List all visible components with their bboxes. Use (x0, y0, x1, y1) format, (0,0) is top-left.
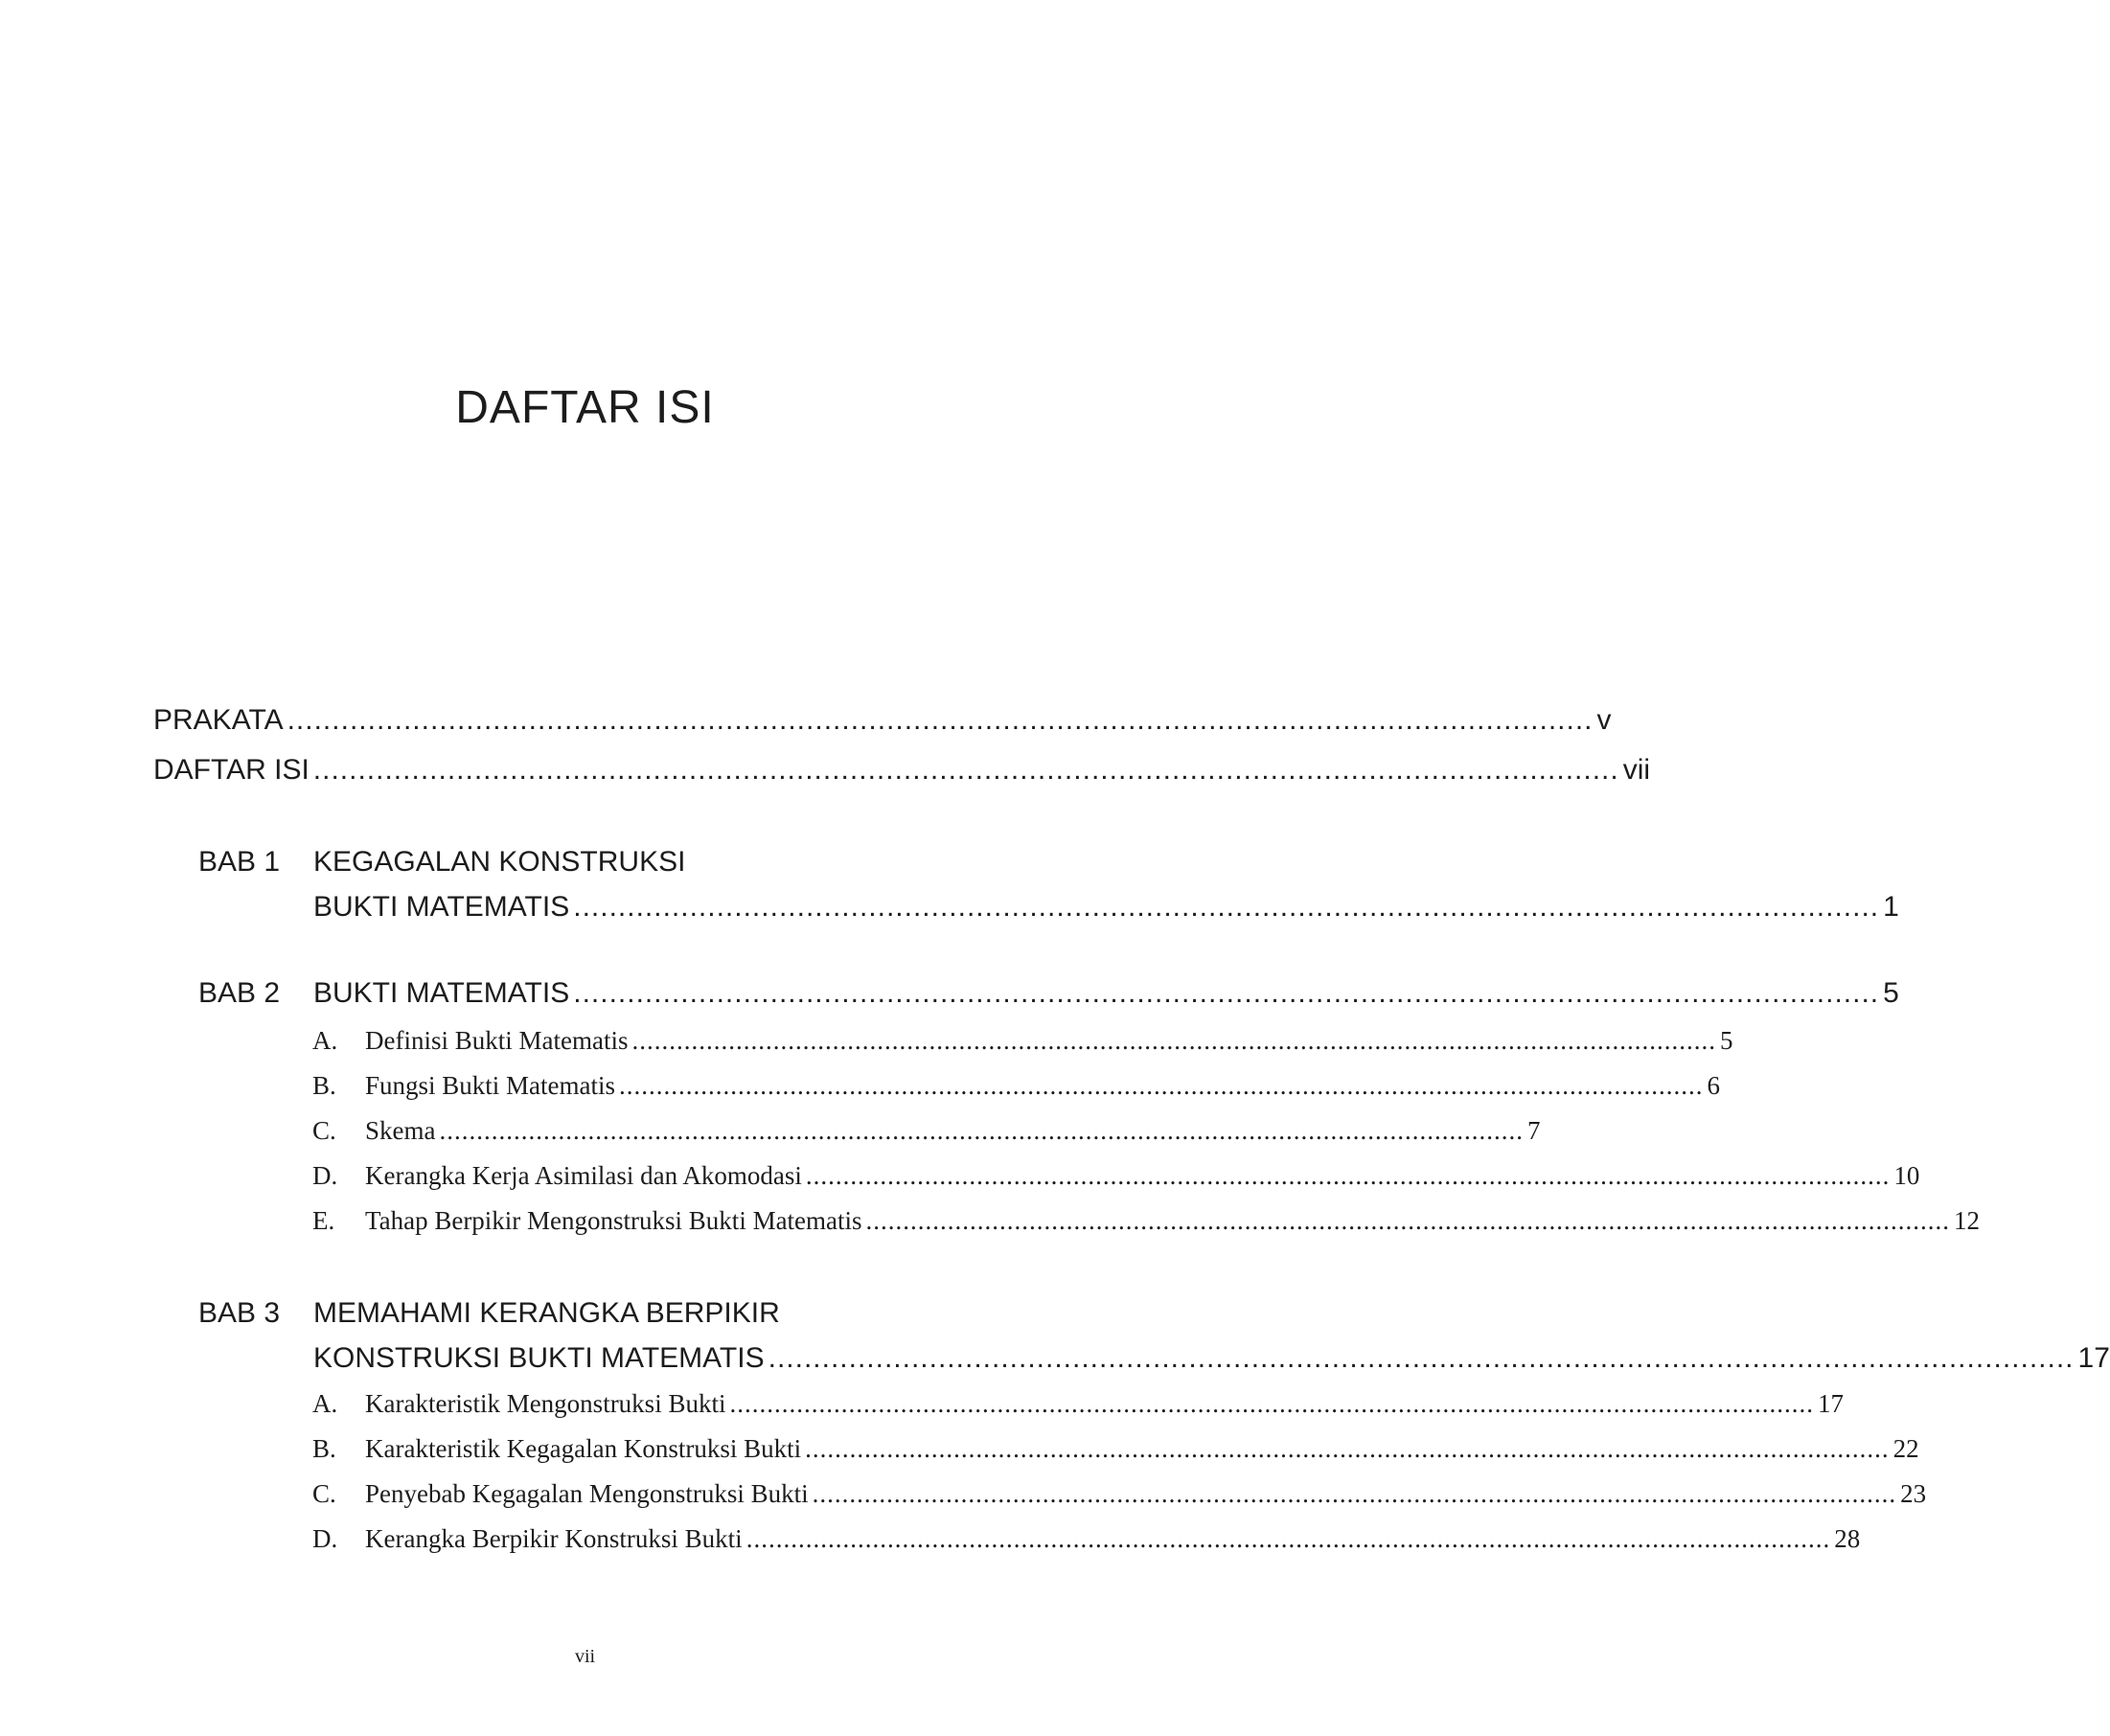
section-letter: B. (312, 1071, 336, 1100)
section-title: Definisi Bukti Matematis (365, 1026, 629, 1055)
toc-entry-page: 12 (1954, 1206, 1981, 1235)
toc-entry-page: 6 (1707, 1071, 1721, 1100)
toc-entry-section[interactable] (365, 1389, 1844, 1419)
chapter-title-line: BUKTI MATEMATIS (313, 977, 570, 1009)
toc-entry-daftar-isi[interactable] (153, 754, 1651, 787)
section-title: Fungsi Bukti Matematis (365, 1071, 616, 1100)
dot-leader: .................................................................................................................................................. (745, 1524, 1831, 1553)
toc-entry-page: vii (1622, 754, 1651, 786)
chapter-label: BAB 1 (198, 846, 281, 878)
toc-entry-page: 17 (1817, 1389, 1844, 1418)
toc-entry-section[interactable] (365, 1206, 1981, 1236)
toc-entry-section[interactable] (365, 1071, 1721, 1101)
toc-entry-chapter-3[interactable] (313, 1342, 2110, 1375)
toc-entry-label: PRAKATA (153, 704, 284, 736)
toc-entry-page: 5 (1883, 977, 1899, 1009)
dot-leader: .................................................................................................................................................. (573, 891, 1880, 923)
dot-leader: .................................................................................................................................................. (729, 1389, 1814, 1418)
toc-entry-chapter-1[interactable] (313, 891, 1899, 924)
dot-leader: .................................................................................................................................................. (619, 1071, 1704, 1100)
dot-leader: .................................................................................................................................................. (865, 1206, 1951, 1235)
chapter-label: BAB 3 (198, 1297, 281, 1329)
toc-entry-section[interactable] (365, 1479, 1927, 1509)
section-letter: D. (312, 1161, 338, 1190)
toc-entry-prakata[interactable] (153, 704, 1612, 737)
dot-leader: .................................................................................................................................................. (439, 1116, 1524, 1145)
toc-entry-section[interactable] (365, 1116, 1541, 1146)
section-letter: E. (312, 1206, 335, 1235)
toc-entry-page: 22 (1892, 1434, 1919, 1463)
page-number: vii (574, 1646, 596, 1667)
toc-entry-page: 28 (1834, 1524, 1861, 1553)
toc-entry-page: 5 (1719, 1026, 1733, 1055)
chapter-title-line[interactable]: KEGAGALAN KONSTRUKSI (313, 846, 686, 878)
section-title: Karakteristik Mengonstruksi Bukti (365, 1389, 726, 1418)
section-letter: C. (312, 1479, 336, 1508)
toc-entry-page: 23 (1900, 1479, 1927, 1508)
dot-leader: .................................................................................................................................................. (805, 1161, 1891, 1190)
dot-leader: .................................................................................................................................................. (312, 754, 1619, 786)
toc-entry-page: 1 (1883, 891, 1899, 923)
section-title: Tahap Berpikir Mengonstruksi Bukti Matematis (365, 1206, 862, 1235)
toc-entry-page: 17 (2077, 1342, 2110, 1374)
section-letter: D. (312, 1524, 338, 1553)
dot-leader: .................................................................................................................................................. (287, 704, 1594, 736)
toc-entry-section[interactable] (365, 1161, 1920, 1191)
chapter-title-line: BUKTI MATEMATIS (313, 891, 570, 923)
toc-entry-chapter-2[interactable] (313, 977, 1899, 1010)
chapter-label: BAB 2 (198, 977, 281, 1009)
section-title: Kerangka Kerja Asimilasi dan Akomodasi (365, 1161, 802, 1190)
dot-leader: .................................................................................................................................................. (631, 1026, 1716, 1055)
toc-entry-page: v (1596, 704, 1612, 736)
chapter-title-line: KONSTRUKSI BUKTI MATEMATIS (313, 1342, 765, 1374)
dot-leader: .................................................................................................................................................. (812, 1479, 1897, 1508)
section-letter: A. (312, 1026, 338, 1055)
chapter-title-line[interactable]: MEMAHAMI KERANGKA BERPIKIR (313, 1297, 780, 1329)
toc-entry-section[interactable] (365, 1026, 1733, 1056)
toc-entry-page: 7 (1527, 1116, 1541, 1145)
toc-entry-label: DAFTAR ISI (153, 754, 310, 786)
dot-leader: .................................................................................................................................................. (805, 1434, 1890, 1463)
dot-leader: .................................................................................................................................................. (768, 1342, 2075, 1374)
dot-leader: .................................................................................................................................................. (573, 977, 1880, 1009)
toc-entry-page: 10 (1893, 1161, 1920, 1190)
section-title: Penyebab Kegagalan Mengonstruksi Bukti (365, 1479, 809, 1508)
section-letter: B. (312, 1434, 336, 1463)
section-title: Kerangka Berpikir Konstruksi Bukti (365, 1524, 743, 1553)
section-title: Karakteristik Kegagalan Konstruksi Bukti (365, 1434, 802, 1463)
section-letter: C. (312, 1116, 336, 1145)
section-title: Skema (365, 1116, 436, 1145)
toc-entry-section[interactable] (365, 1524, 1861, 1554)
section-letter: A. (312, 1389, 338, 1418)
page-title: DAFTAR ISI (455, 382, 715, 433)
toc-entry-section[interactable] (365, 1434, 1919, 1464)
